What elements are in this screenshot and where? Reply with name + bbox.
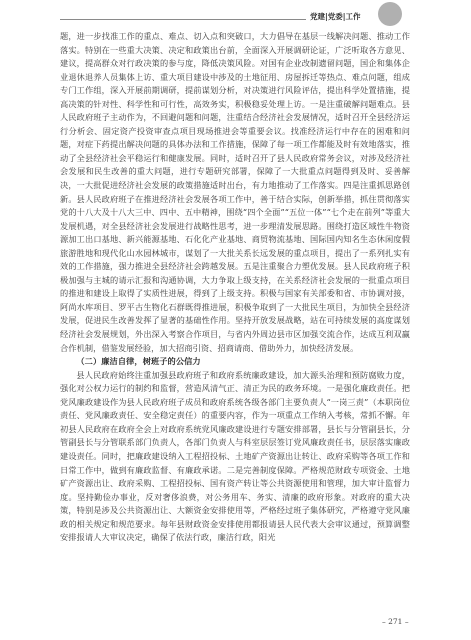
body-paragraph: 题，进一步找准工作的重点、难点、切入点和突破口，大力倡导在基层一线解决问题、推动工作落实。特别在一些重大决策、决定和政策出台前，全面深入开展调研论证，广泛听取各方意见、建议，提高群众对行政决策的参与度，降低决策风险。对国有企业改制遗留问题，国企和集体企业退休退养人员集体上访、重大项目建设中涉及的土地征用、房屋拆迁等热点、难点问题，组成专门工作组，深入开展前期调研，提前谋划分析，对决策进行风险评估，提出科学处置措施，提高决策的针对性、科学性和可行性，高效务实，积极稳妥处理上访。一是注重破解问题难点。县人民政府班子主动作为，不回避问题和问题，注重结合经济社会发展情况，适时召开全县经济运行分析会、固定资产投资审查点项目现场推进会等重要会议。找准经济运行中存在的困难和问题，对症下药提出解决问题的具体办法和工作措施，保障了每一项工作都能及时有效地落实，推动了全县经济社会平稳运行和健康发展。同时，适时召开了县人民政府常务会议，对涉及经济社会发展和民生改善的重大问题，进行专题研究部署，保障了一大批重点问题得到及时、妥善解决，一大批促进经济社会发展的政策措施适时出台，有力地推动了工作落实。四是注重抓思路创新。县人民政府班子在推进经济社会发展各项工作中，善于结合实际，创新举措，抓住贯彻落实党的十八大及十八大三中、四中、五中精神，围绕“四个全面”“五位一体”“七个走在前列”等重大发展机遇，对全县经济社会发展进行战略性思考，进一步理清发展思路。围绕打造区域性牛物资源加工出口基地、新兴能源基地、石化化产业基地、商贸物流基地、国际国内知名生态休闲度假旅游胜地和现代化山水园林城市，谋划了一大批关系长远发展的重点项目，提出了一系列扎实有效的工作措施，强力推进全县经济社会跨越发展。五是注重聚合力塑优发展。县人民政府班子积极加强与主城的请示汇报和沟通协调，大力争取上级支持，在关系经济社会发展的一批重点项目的推进和建设上取得了实质性进展，得到了上级支持。积极与国家有关部委和省、市协调对接，阿尚水库项目、罗平古生物化石群既得推进展，积极争取到了一大批民生项目，为加快全县经济发展，促进民生改善发挥了显著的基础性作用。坚持开放发展战略，站在可持续发展的高度谋划经济社会发展规划，外出深入考察合作项目，与省内外周边县市区加强交流合作，达成互利双赢合作机制，借鉴发展经验，加大招商引资、招商请商、借助外力，加快经济发展。 [60, 31, 410, 353]
body-paragraph: 县人民政府始终注重加强县政府班子和政府系统廉政建设，加大源头治理和预防腐败力度，强化对公权力运行的制约和监督，营造风清气正、清正为民的政务环境。一是强化廉政责任。把党风廉政建设作为县人民政府班子成员和政府系统各级各部门主要负责人“一岗三责”（本职岗位责任、党风廉政责任、安全稳定责任）的重要内容，作为一项重点工作纳入考核，常抓不懈。年初县人民政府在政府全会上对政府系统党风廉政建设进行专题安排部署，县长与分管副县长，分管副县长与分管联系部门负责人，各部门负责人与科室层层签订党风廉政责任书，层层落实廉政建设责任。同时，把廉政建设纳入工程招投标、土地矿产资源出让转让、政府采购等各项工作和日常工作中，做到有廉政监督、有廉政承诺。二是完善制度保障。严格规范财政专项资金、土地矿产资源出让、政府采购、工程招投标、国有资产转让等公共资源使用和管理，加大审计监督力度。坚持勤俭办事业，反对奢侈浪费，对公务用车、务实、清廉的政府形象。对政府的重大决策，特别是涉及公共资源出让、大额资金安排使用等，严格经过班子集体研究，严格遵守党风廉政的相关规定和规范要求。每年县财政资金安排使用都报请县人民代表大会审议通过，预算调整安排报请人大审议决定，确保了依法行政，廉洁行政，阳光 [60, 369, 410, 543]
section-heading: （二）廉洁自律，树班子的公信力 [76, 356, 201, 367]
article-body [60, 30, 410, 545]
running-header: 党建|党委|工作 [310, 12, 361, 21]
header-rule [60, 19, 306, 20]
page-number: – 271 – [382, 617, 409, 626]
corner-badge [378, 2, 402, 26]
